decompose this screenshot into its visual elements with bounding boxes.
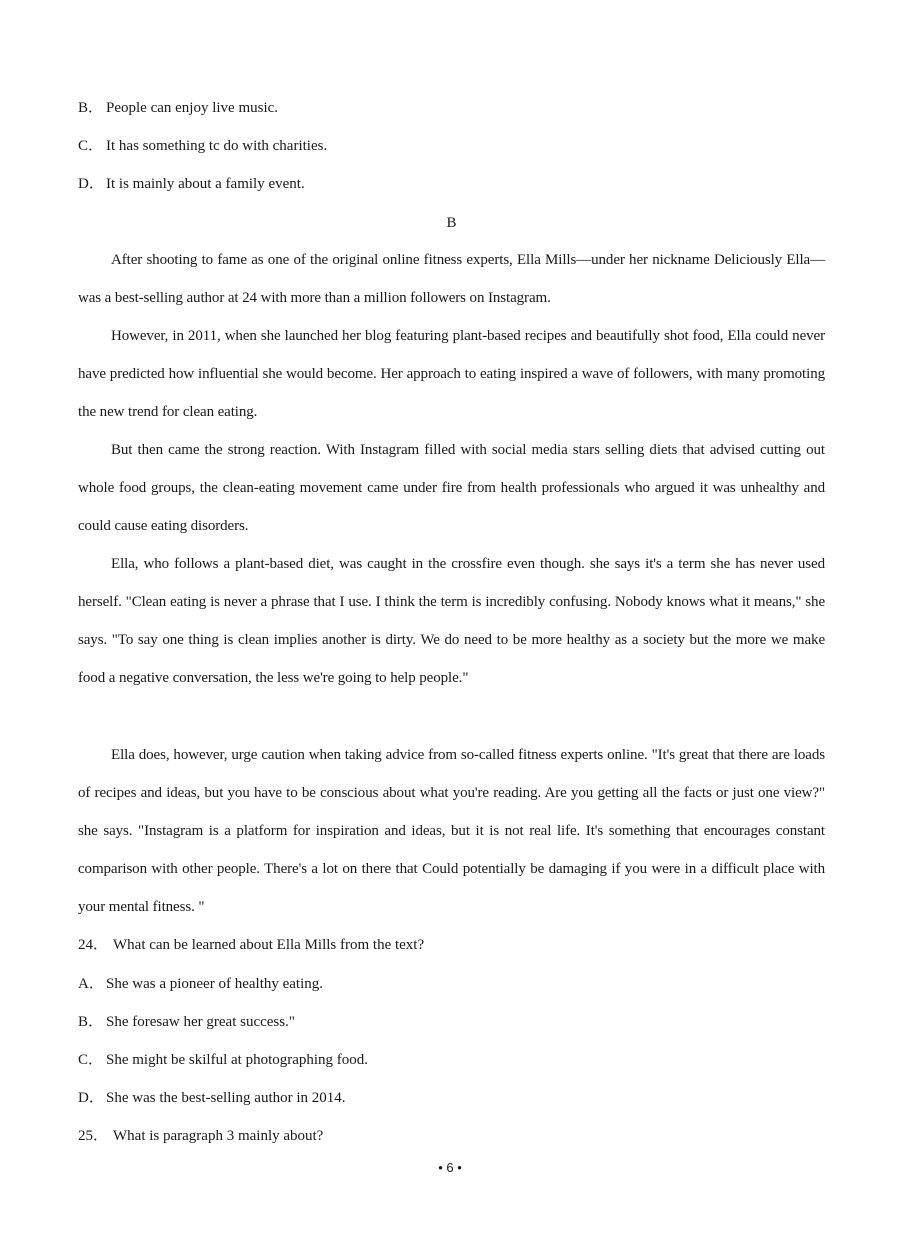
option-text: She was the best-selling author in 2014. [106,1090,346,1106]
option-text: She was a pioneer of healthy eating. [106,976,324,992]
question-25 [78,1126,323,1146]
passage-paragraph-3: But then came the strong reaction. With Instagram filled with social media stars selling diets that advised cutting out whole food groups, the clean-eating movement came under fire from health professionals who argued it was unhealthy and could cause eating disorders. [78,442,825,534]
option-letter: B． [78,100,104,116]
option-c [78,136,327,156]
q24-option-c [78,1050,368,1070]
option-letter: A． [78,976,104,992]
page-number: • 6 • [438,1160,462,1175]
option-text: She might be skilful at photographing food. [106,1052,369,1068]
option-letter: D． [78,1090,104,1106]
passage-paragraph-5: Ella does, however, urge caution when taking advice from so-called fitness experts online. "It's great that there are loads of recipes and ideas, but you have to be conscious about what you're reading. Are you getting all the facts or just one view?" she says. "Instagram is a platform for inspiration and ideas, but it is not real life. It's something that encourages constant comparison with other people. There's a lot on there that Could potentially be damaging if you were in a difficult place with your mental fitness. " [78,747,825,915]
option-text: People can enjoy live music. [106,100,279,116]
passage-paragraph-1: After shooting to fame as one of the original online fitness experts, Ella Mills—under her nickname Deliciously Ella—was a best-selling author at 24 with more than a million followers on Instagram. [78,252,825,306]
option-text: She foresaw her great success." [106,1014,295,1030]
option-text: It is mainly about a family event. [106,176,305,192]
section-title: B [446,215,457,231]
option-b [78,98,278,118]
option-d [78,174,305,194]
question-number: 25． [78,1128,109,1144]
question-text: What can be learned about Ella Mills from the text? [113,937,425,953]
passage-paragraph-2: However, in 2011, when she launched her blog featuring plant-based recipes and beautifully shot food, Ella could never have predicted how influential she would become. Her approach to eating inspired a wave of followers, with many promoting the new trend for clean eating. [78,328,825,420]
option-letter: B． [78,1014,104,1030]
option-letter: C． [78,1052,104,1068]
q24-option-a [78,974,323,994]
question-number: 24． [78,937,109,953]
passage-paragraph-4: Ella, who follows a plant-based diet, was caught in the crossfire even though. she says it's a term she has never used herself. "Clean eating is never a phrase that I use. I think the term is incredibly confusing. Nobody knows what it means," she says. "To say one thing is clean implies another is dirty. We do need to be more healthy as a society but the more we make food a negative conversation, the less we're going to help people." [78,556,825,686]
question-text: What is paragraph 3 mainly about? [113,1128,324,1144]
option-text: It has something tc do with charities. [106,138,328,154]
option-letter: C． [78,138,104,154]
option-letter: D． [78,176,104,192]
q24-option-d [78,1088,346,1108]
q24-option-b [78,1012,295,1032]
question-24 [78,935,424,955]
